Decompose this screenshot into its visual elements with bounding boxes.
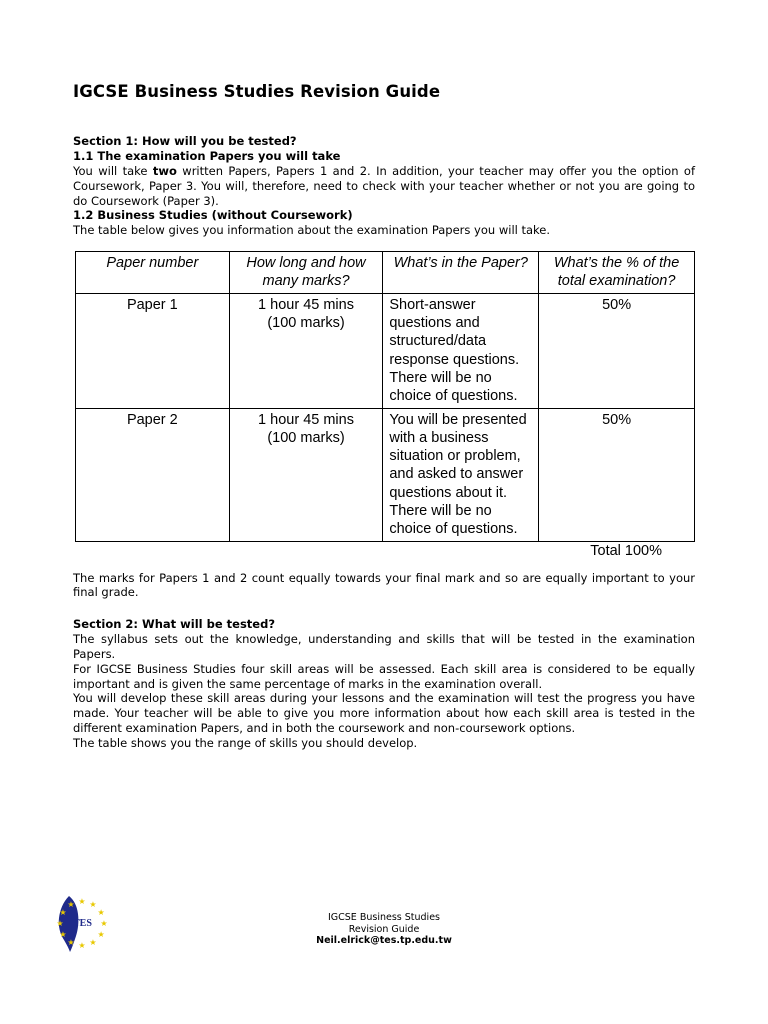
marks-text: (100 marks)	[267, 429, 345, 446]
section2-paragraph-4: The table shows you the range of skills you should develop.	[73, 735, 418, 750]
header-paper-content: What’s in the Paper?	[383, 252, 539, 294]
subsection-1-1-heading: 1.1 The examination Papers you will take	[73, 149, 341, 163]
cell-percent: 50%	[539, 293, 695, 408]
page-footer	[0, 892, 768, 962]
cell-paper-number: Paper 2	[76, 408, 230, 541]
p1-text-end: written Papers, Papers 1 and 2. In addition, your teacher may offer you the option of Coursework, Paper 3. You will, therefore, need to check with your teacher whether or not you are going to do Coursework (Paper 3).	[73, 164, 695, 208]
star-icon: ★	[67, 938, 75, 948]
star-icon: ★	[59, 908, 67, 917]
cell-percent: 50%	[539, 408, 695, 541]
exam-papers-table	[75, 251, 695, 541]
cell-duration	[229, 293, 383, 408]
section2-paragraph-3: You will develop these skill areas during your lessons and the examination will test the progress you have made. Your teacher will be able to give you more information about how each skill area is tested in the different examination Papers, and in both the coursework and non-coursework options.	[73, 691, 695, 736]
star-icon: ★	[97, 930, 105, 939]
header-duration-marks: How long and how many marks?	[229, 252, 383, 294]
table-header-row	[76, 252, 695, 294]
star-icon: ★	[100, 919, 108, 928]
document-title: IGCSE Business Studies Revision Guide	[73, 82, 441, 101]
star-icon: ★	[56, 919, 64, 928]
table-row	[76, 408, 695, 541]
footer-email: Neil.elrick@tes.tp.edu.tw	[316, 935, 452, 946]
marks-text: (100 marks)	[267, 315, 345, 332]
header-percent-total: What’s the % of the total examination?	[539, 252, 695, 294]
duration-text: 1 hour 45 mins	[258, 296, 354, 313]
p1-text-start: You will take	[73, 164, 153, 178]
star-icon: ★	[89, 938, 97, 948]
section1-paragraph-1	[73, 164, 695, 208]
star-icon: ★	[97, 908, 105, 917]
subsection-1-2-heading: 1.2 Business Studies (without Coursework)	[73, 208, 353, 223]
cell-paper-number: Paper 1	[76, 293, 230, 408]
footer-text	[0, 912, 768, 947]
svg-text:TES: TES	[73, 918, 92, 929]
section1-paragraph-2: The table below gives you information about the examination Papers you will take.	[73, 223, 551, 238]
cell-duration	[229, 408, 383, 541]
cell-content: You will be presented with a business situation or problem, and asked to answer questions about it. There will be no choice of questions.	[383, 408, 539, 541]
section2-paragraph-2: For IGCSE Business Studies four skill areas will be assessed. Each skill area is considered to be equally important and is given the same percentage of marks in the examination overall.	[73, 661, 695, 691]
cell-content: Short-answer questions and structured/data response questions. There will be no choice of questions.	[383, 293, 539, 408]
header-paper-number: Paper number	[76, 252, 230, 294]
section1-heading: Section 1: How will you be tested?	[73, 134, 297, 148]
section2-heading: Section 2: What will be tested?	[73, 617, 275, 632]
duration-text: 1 hour 45 mins	[258, 411, 354, 428]
footer-line-1: IGCSE Business Studies	[327, 912, 440, 923]
table-row	[76, 293, 695, 408]
table-total: Total 100%	[590, 542, 662, 559]
p1-bold-two: two	[152, 164, 177, 178]
after-table-paragraph: The marks for Papers 1 and 2 count equally towards your final mark and so are equally important to your final grade.	[73, 570, 695, 600]
star-icon: ★	[78, 941, 86, 950]
star-icon: ★	[67, 899, 75, 909]
document-page	[73, 82, 695, 751]
section2-paragraph-1: The syllabus sets out the knowledge, understanding and skills that will be tested in the examination Papers.	[73, 632, 695, 662]
star-icon: ★	[89, 899, 97, 909]
star-icon: ★	[59, 930, 67, 939]
star-icon: ★	[78, 897, 86, 906]
footer-line-2: Revision Guide	[348, 923, 420, 935]
